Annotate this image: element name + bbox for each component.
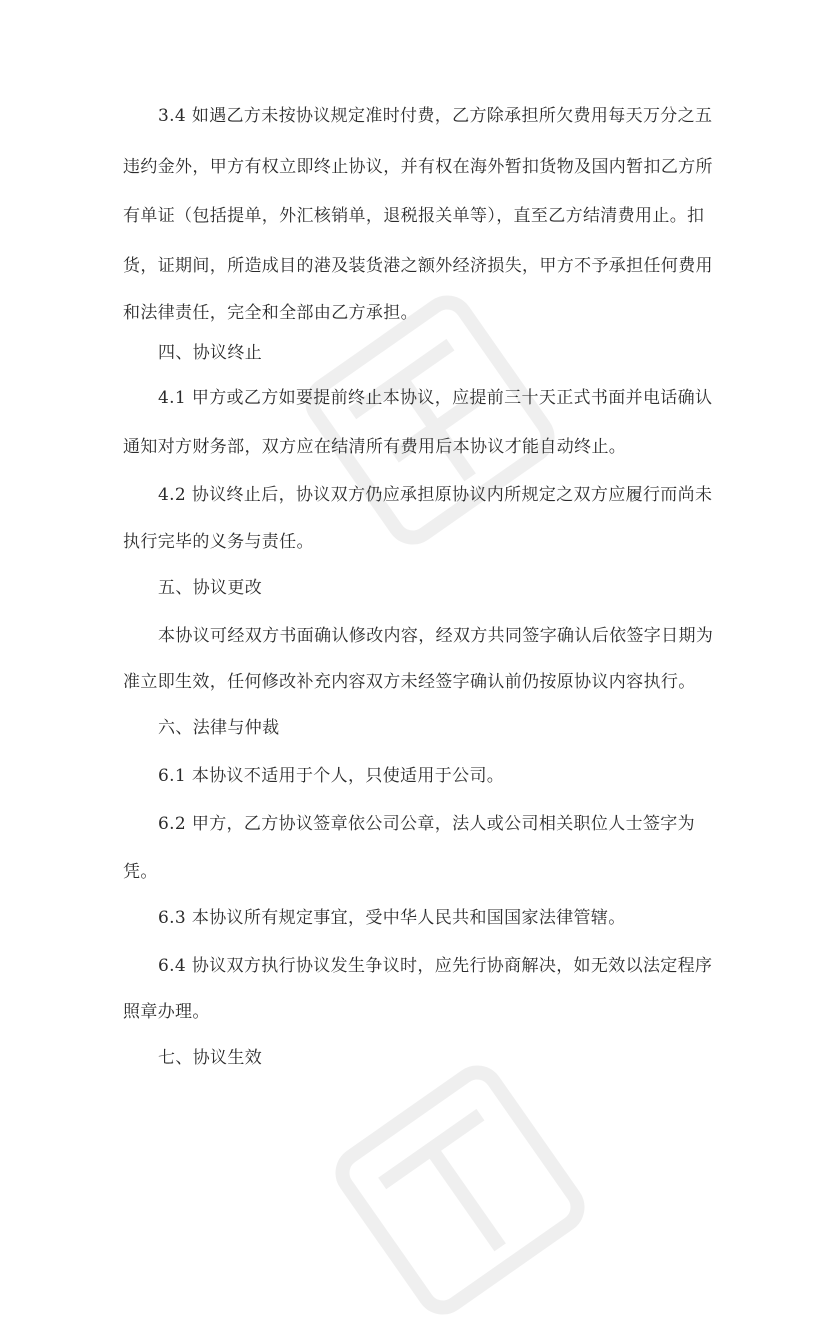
clause-3-4-line-1: 3.4 如遇乙方未按协议规定准时付费，乙方除承担所欠费用每天万分之五 — [158, 106, 713, 126]
section-heading-amendment: 五、协议更改 — [158, 578, 263, 598]
watermark-logo-bottom — [330, 1040, 590, 1340]
clause-6-4-line-2: 照章办理。 — [123, 1002, 210, 1022]
section-heading-termination: 四、协议终止 — [158, 343, 263, 363]
clause-4-1-line-1: 4.1 甲方或乙方如要提前终止本协议，应提前三十天正式书面并电话确认 — [158, 388, 713, 408]
clause-3-4-line-3: 有单证（包括提单，外汇核销单，退税报关单等），直至乙方结清费用止。扣 — [123, 206, 705, 226]
amendment-line-1: 本协议可经双方书面确认修改内容，经双方共同签字确认后依签字日期为 — [158, 626, 714, 646]
clause-6-1: 6.1 本协议不适用于个人，只使适用于公司。 — [158, 766, 505, 786]
clause-3-4-line-5: 和法律责任，完全和全部由乙方承担。 — [123, 303, 418, 323]
clause-6-4-line-1: 6.4 协议双方执行协议发生争议时，应先行协商解决，如无效以法定程序 — [158, 956, 713, 976]
clause-4-1-line-2: 通知对方财务部，双方应在结清所有费用后本协议才能自动终止。 — [123, 437, 627, 457]
clause-6-2-line-2: 凭。 — [123, 862, 158, 882]
clause-3-4-line-2: 违约金外，甲方有权立即终止协议，并有权在海外暂扣货物及国内暂扣乙方所 — [123, 157, 713, 177]
clause-6-3: 6.3 本协议所有规定事宜，受中华人民共和国国家法律管辖。 — [158, 908, 626, 928]
clause-4-2-line-1: 4.2 协议终止后，协议双方仍应承担原协议内所规定之双方应履行而尚未 — [158, 485, 713, 505]
clause-4-2-line-2: 执行完毕的义务与责任。 — [123, 532, 314, 552]
section-heading-law-arbitration: 六、法律与仲裁 — [158, 718, 280, 738]
section-heading-effectiveness: 七、协议生效 — [158, 1048, 263, 1068]
clause-3-4-line-4: 货，证期间，所造成目的港及装货港之额外经济损失，甲方不予承担任何费用 — [123, 256, 713, 276]
amendment-line-2: 准立即生效，任何修改补充内容双方未经签字确认前仍按原协议内容执行。 — [123, 672, 696, 692]
clause-6-2-line-1: 6.2 甲方，乙方协议签章依公司公章，法人或公司相关职位人士签字为 — [158, 814, 695, 834]
